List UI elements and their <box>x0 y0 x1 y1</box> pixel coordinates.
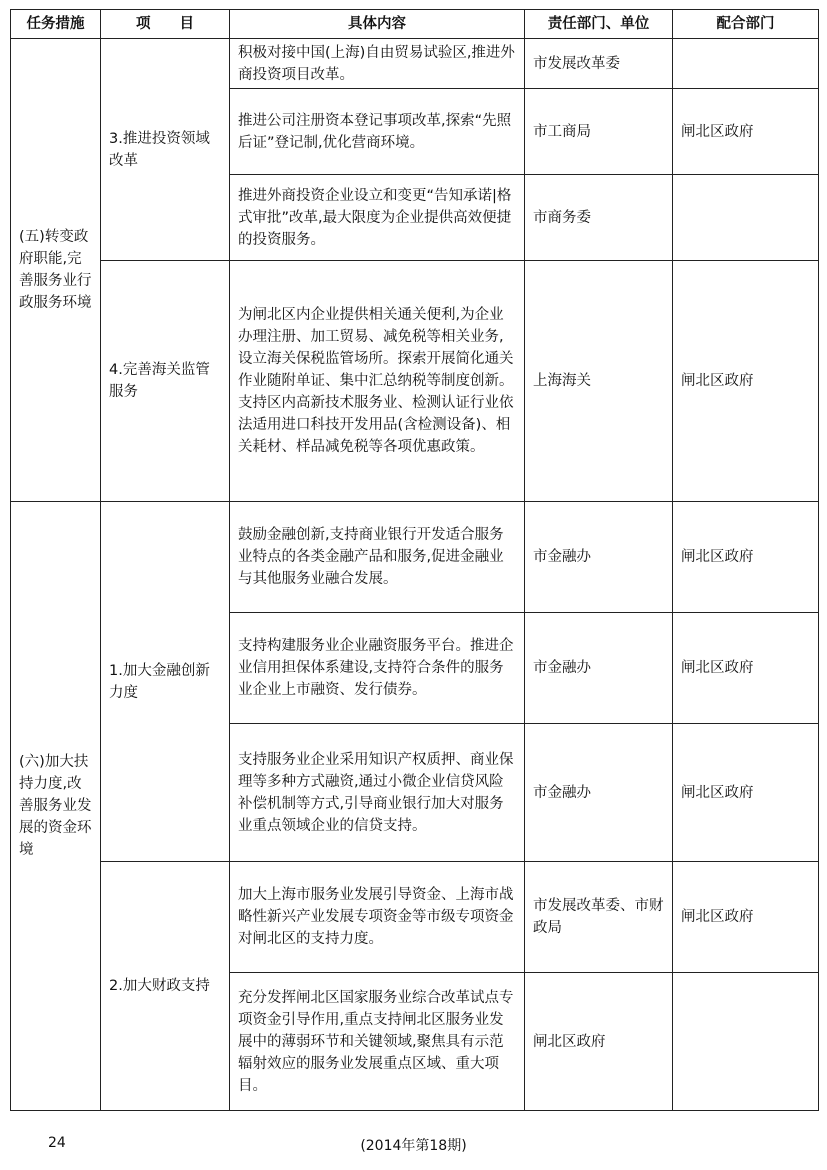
table-row <box>11 502 819 613</box>
responsible-cell: 市金融办 <box>525 613 673 724</box>
cooperate-cell: 闸北区政府 <box>673 862 819 973</box>
item-cell: 1.加大金融创新力度 <box>101 502 230 862</box>
item-cell: 2.加大财政支持 <box>101 862 230 1111</box>
policy-table <box>10 9 819 1111</box>
table-row <box>11 261 819 502</box>
task-cell: (五)转变政府职能,完善服务业行政服务环境 <box>11 39 101 502</box>
content-cell: 支持服务业企业采用知识产权质押、商业保理等多种方式融资,通过小微企业信贷风险补偿机制等方式,引导商业银行加大对服务业重点领域企业的信贷支持。 <box>230 724 525 862</box>
table-row <box>11 862 819 973</box>
content-cell: 为闸北区内企业提供相关通关便利,为企业办理注册、加工贸易、减免税等相关业务,设立海关保税监管场所。探索开展简化通关作业随附单证、集中汇总纳税等制度创新。支持区内高新技术服务业、检测认证行业依法适用进口科技开发用品(含检测设备)、相关耗材、样品减免税等各项优惠政策。 <box>230 261 525 502</box>
cooperate-cell: 闸北区政府 <box>673 261 819 502</box>
cooperate-cell <box>673 39 819 89</box>
cooperate-cell: 闸北区政府 <box>673 724 819 862</box>
responsible-cell: 市商务委 <box>525 175 673 261</box>
cooperate-cell: 闸北区政府 <box>673 613 819 724</box>
responsible-cell: 闸北区政府 <box>525 973 673 1111</box>
item-cell: 4.完善海关监管服务 <box>101 261 230 502</box>
header-responsible: 责任部门、单位 <box>525 10 673 39</box>
content-cell: 推进外商投资企业设立和变更“告知承诺|格式审批”改革,最大限度为企业提供高效便捷的投资服务。 <box>230 175 525 261</box>
header-content: 具体内容 <box>230 10 525 39</box>
content-cell: 鼓励金融创新,支持商业银行开发适合服务业特点的各类金融产品和服务,促进金融业与其他服务业融合发展。 <box>230 502 525 613</box>
content-cell: 加大上海市服务业发展引导资金、上海市战略性新兴产业发展专项资金等市级专项资金对闸北区的支持力度。 <box>230 862 525 973</box>
responsible-cell: 市金融办 <box>525 724 673 862</box>
responsible-cell: 市发展改革委 <box>525 39 673 89</box>
page-number: 24 <box>48 1135 66 1151</box>
cooperate-cell <box>673 973 819 1111</box>
cooperate-cell <box>673 175 819 261</box>
cooperate-cell: 闸北区政府 <box>673 502 819 613</box>
responsible-cell: 上海海关 <box>525 261 673 502</box>
header-item: 项 目 <box>101 10 230 39</box>
responsible-cell: 市发展改革委、市财政局 <box>525 862 673 973</box>
content-cell: 积极对接中国(上海)自由贸易试验区,推进外商投资项目改革。 <box>230 39 525 89</box>
responsible-cell: 市工商局 <box>525 89 673 175</box>
cooperate-cell: 闸北区政府 <box>673 89 819 175</box>
item-cell: 3.推进投资领域改革 <box>101 39 230 261</box>
responsible-cell: 市金融办 <box>525 502 673 613</box>
content-cell: 推进公司注册资本登记事项改革,探索“先照后证”登记制,优化营商环境。 <box>230 89 525 175</box>
header-task: 任务措施 <box>11 10 101 39</box>
table-header-row <box>11 10 819 39</box>
issue-label: (2014年第18期) <box>360 1138 467 1154</box>
task-cell: (六)加大扶持力度,改善服务业发展的资金环境 <box>11 502 101 1111</box>
content-cell: 充分发挥闸北区国家服务业综合改革试点专项资金引导作用,重点支持闸北区服务业发展中的薄弱环节和关键领域,聚焦具有示范辐射效应的服务业发展重点区域、重大项目。 <box>230 973 525 1111</box>
header-cooperate: 配合部门 <box>673 10 819 39</box>
table-row <box>11 39 819 89</box>
content-cell: 支持构建服务业企业融资服务平台。推进企业信用担保体系建设,支持符合条件的服务业企业上市融资、发行债券。 <box>230 613 525 724</box>
